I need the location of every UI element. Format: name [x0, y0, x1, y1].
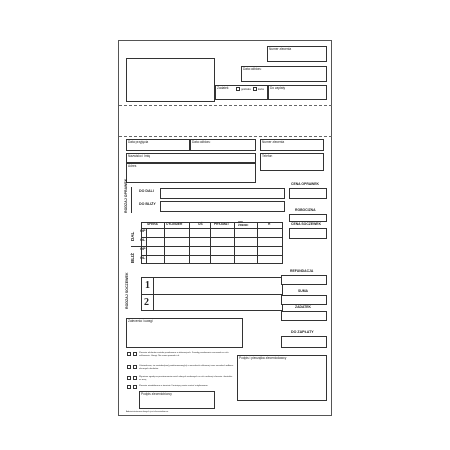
- card-label: karta: [258, 87, 264, 91]
- footer-note: Administratorem danych jest zleceniobiorca: [126, 411, 169, 413]
- remarks-label: Zalecenia i uwagi: [128, 318, 153, 323]
- rx-col-line-1: [146, 228, 147, 264]
- client-name-field[interactable]: [126, 153, 256, 163]
- lens-number-1: 1: [145, 280, 150, 291]
- rx-col-axis: OŚ: [198, 222, 203, 226]
- frame-price-label: CENA OPRAWEK: [291, 182, 319, 186]
- rx-col-cylinder: CYLINDER: [166, 222, 183, 226]
- distance-field[interactable]: [160, 188, 285, 199]
- consent-checkbox-4a[interactable]: [127, 385, 131, 389]
- cash-checkbox[interactable]: [236, 87, 240, 91]
- order-number-label: Numer zlecenia: [262, 139, 285, 144]
- lens-type-side-label: RODZAJ SOCZEWEK: [125, 272, 129, 309]
- rx-col-line-4: [210, 222, 211, 264]
- address-label: Adres: [128, 163, 137, 168]
- refund-label: REFUNDACJA: [290, 269, 314, 273]
- near-field[interactable]: [160, 201, 285, 212]
- photo-frame-box: [126, 58, 215, 102]
- rx-col-pd: ODL. ŹRENIC: [238, 220, 249, 227]
- cash-label: gotówka: [241, 87, 251, 91]
- rx-group-near: BLIŻ: [130, 253, 135, 263]
- client-signature-field[interactable]: [237, 355, 327, 401]
- rx-row-bliz-ol: OL: [140, 256, 146, 260]
- rx-col-sphere: SFERA: [147, 222, 158, 226]
- remarks-field[interactable]: [126, 318, 243, 348]
- rx-row-dal-op: OP: [140, 229, 146, 233]
- intake-date-field[interactable]: [126, 139, 190, 151]
- lens-row-line: [141, 294, 283, 295]
- rx-col-line-5: [234, 222, 235, 264]
- top-order-number-label: Numer zlecenia: [269, 46, 292, 51]
- rx-row-line-3: [141, 255, 283, 256]
- card-checkbox[interactable]: [253, 87, 257, 91]
- phone-field[interactable]: [260, 153, 324, 171]
- perforation-line-2: [119, 136, 332, 137]
- perforation-line: [119, 105, 332, 106]
- rx-header-line: [141, 228, 283, 229]
- rx-row-line-1: [141, 237, 283, 238]
- rx-col-line-6: [257, 222, 258, 264]
- intake-date-label: Data przyjęcia: [128, 139, 149, 144]
- contractor-signature-label: Podpis zleceniobiorcy: [141, 391, 172, 396]
- top-pickup-date-label: Data odbioru: [243, 66, 262, 71]
- phone-label: Telefon: [262, 153, 273, 158]
- amount-due-field[interactable]: [281, 336, 327, 348]
- address-field[interactable]: [126, 163, 256, 183]
- refund-field[interactable]: [281, 275, 327, 285]
- order-form-sheet: [118, 40, 332, 416]
- lens-number-2: 2: [144, 297, 149, 308]
- consent-checkbox-4b[interactable]: [133, 385, 137, 389]
- sum-label: SUMA: [298, 289, 308, 293]
- rx-row-line-2: [131, 246, 283, 247]
- near-label: DO BLIŻY: [139, 202, 156, 206]
- pickup-date-label: Data odbioru: [192, 139, 211, 144]
- frame-side-divider: [131, 187, 132, 213]
- top-pickup-date-field[interactable]: [241, 66, 327, 82]
- top-deposit-field[interactable]: [215, 85, 268, 100]
- distance-label: DO DALI: [139, 189, 154, 193]
- top-order-number-field[interactable]: [267, 46, 327, 62]
- amount-due-label: DO ZAPŁATY: [291, 330, 314, 334]
- rx-col-prism: PRYZMAT: [214, 222, 230, 226]
- rx-row-dal-ol: OL: [140, 238, 146, 242]
- lens-number-divider: [153, 277, 154, 311]
- rx-col-line-2: [164, 222, 165, 264]
- order-number-field[interactable]: [260, 139, 324, 151]
- deposit-label: ZADATEK: [295, 305, 311, 309]
- frame-price-field[interactable]: [289, 188, 327, 199]
- labor-field[interactable]: [289, 214, 327, 222]
- sum-field[interactable]: [281, 295, 327, 305]
- top-amount-due-label: Do zapłaty: [270, 85, 286, 90]
- consent-checkbox-2b[interactable]: [133, 365, 137, 369]
- labor-label: ROBOCIZNA: [295, 208, 316, 212]
- pickup-date-field[interactable]: [190, 139, 256, 151]
- consent-checkbox-1a[interactable]: [127, 352, 131, 356]
- rx-group-distance: DAL: [130, 231, 135, 241]
- lens-price-field[interactable]: [289, 228, 327, 239]
- lens-price-label: CENA SOCZEWEK: [291, 222, 322, 226]
- consent-text-1: Zlecenie okularów zostało przekazane w tolerancjach. Zasady przekazania soczewek w celu szlifowania. Uwagi. Nie znam powodu ich.: [139, 352, 229, 357]
- consent-checkbox-2a[interactable]: [127, 365, 131, 369]
- consent-checkbox-1b[interactable]: [133, 352, 137, 356]
- rx-col-h: H: [268, 222, 271, 226]
- consent-text-3: Wyrażam zgodę na przetwarzanie moich danych osobowych w celu realizacji zlecenia i kontaktu ze mną.: [139, 376, 233, 381]
- deposit-field[interactable]: [281, 311, 327, 321]
- frame-type-side-label: RODZAJ OPRAWEK: [124, 178, 128, 213]
- consent-checkbox-3b[interactable]: [133, 376, 137, 380]
- contractor-signature-field[interactable]: [139, 391, 215, 409]
- client-name-label: Nazwisko i Imię: [128, 153, 151, 158]
- consent-checkbox-3a[interactable]: [127, 376, 131, 380]
- rx-row-bliz-op: OP: [140, 247, 146, 251]
- consent-text-2: Oświadczam, że zostałem(am) poinformowany(a) o warunkach reklamacji oraz zasadach odbioru zleconych okularów.: [139, 365, 234, 370]
- top-amount-due-field[interactable]: [268, 85, 327, 100]
- rx-col-line-3: [189, 222, 190, 264]
- top-deposit-label: Zadatek: [217, 85, 229, 90]
- consent-text-4: Zlecenie nieodebrane w terminie 3 miesięcy może zostać zutylizowane.: [139, 385, 209, 387]
- client-signature-label: Podpis i pieczątka zleceniodawcy: [239, 355, 287, 360]
